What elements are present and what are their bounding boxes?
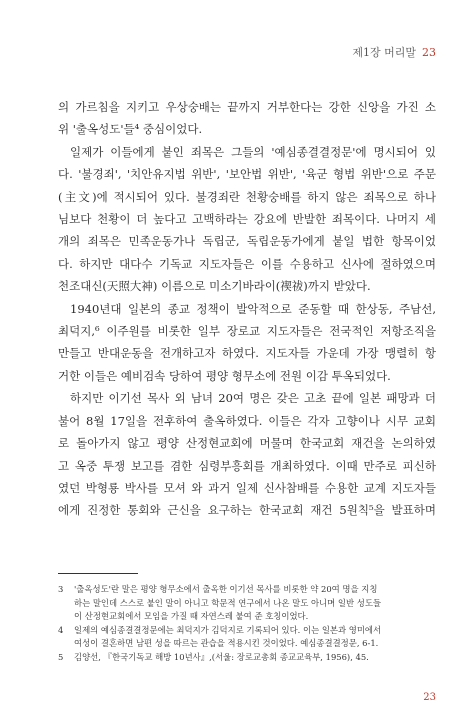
footnote-divider [58, 573, 138, 574]
text-line: 에게 진정한 통회와 근신을 요구하는 한국교회 재건 5원칙⁵을 발표하며 [58, 503, 436, 518]
text-line: 최덕지,⁶ 이주원를 비롯한 일부 장로교 지도자들은 전국적인 저항조직을 [58, 324, 436, 339]
footnote-number: 3 [58, 584, 64, 594]
footnote-line: 여성이 결혼하면 남편 성을 따르는 관습을 적용시킨 것이었다. 예심종결결정문, 6-1. [74, 638, 379, 649]
body-text [58, 96, 436, 522]
text-line: 하지만 이기선 목사 외 남녀 20여 명은 갖은 고초 끝에 일본 패망과 더 [70, 391, 436, 406]
text-line: 만들고 반대운동을 전개하고자 하였다. 지도자들 가운데 가장 맹렬히 항 [58, 346, 436, 361]
text-line: 개의 죄목은 민족운동가나 독립군, 독립운동가에게 붙일 법한 항목이었 [58, 234, 436, 249]
footnote [58, 624, 438, 651]
footnote [58, 651, 438, 665]
footnote-line: 김양선, 『한국기독교 해방 10년사』,(서울: 장로교총회 종교교육부, 1956), 45. [74, 651, 369, 662]
footnote-number: 5 [58, 651, 64, 662]
text-line: 님보다 천황이 더 높다고 고백하라는 강요에 반발한 죄목이다. 나머지 세 [58, 212, 436, 227]
text-line: 의 가르침을 지키고 우상숭배는 끝까지 거부한다는 강한 신앙을 가진 소 [58, 100, 436, 114]
text-line: 거한 이들은 예비검속 당하여 평양 형무소에 전원 이감 투옥되었다. [58, 368, 391, 383]
footnote-line: 일제의 예심종결결정문에는 최덕지가 김덕지로 기록되어 있다. 이는 일본과 영미에서 [74, 624, 382, 635]
chapter-title: 제1장 머리말 [352, 46, 416, 59]
text-line: (主文)에 적시되어 있다. 불경죄란 천황숭배를 하지 않은 죄목으로 하나 [58, 189, 436, 204]
text-line: 로 돌아가지 않고 평양 산정현교회에 머물며 한국교회 재건을 논의하였 [58, 436, 436, 451]
running-head [352, 44, 436, 60]
text-line: 천조대신(天照大神) 이름으로 미소기바라이(禊祓)까지 받았다. [58, 279, 371, 294]
text-line: 다. '불경죄', '치안유지법 위반', '보안법 위반', '육군 형법 위반'으로 주문 [58, 167, 436, 182]
text-line: 고 옥중 투쟁 보고를 겸한 심령부흥회를 개최하였다. 이때 만주로 피신하 [58, 458, 436, 473]
text-line: 일제가 이들에게 붙인 죄목은 그들의 '예심종결결정문'에 명시되어 있 [70, 144, 436, 159]
footnote-number: 4 [58, 624, 64, 635]
text-line: 위 '출옥성도'들⁴ 중심이었다. [58, 122, 203, 137]
footer-page-number: 23 [423, 692, 436, 703]
footnotes [58, 583, 438, 665]
text-line: 였던 박형룡 박사를 모셔 와 과거 일제 신사참배를 수용한 교계 지도자들 [58, 480, 436, 495]
footnote [58, 583, 438, 624]
footnote-line: 하는 말인데 스스로 붙인 말이 아니고 학문적 연구에서 나온 말도 아니며 일반 성도들 [74, 597, 382, 608]
footnote-line: '출옥성도'란 말은 평양 형무소에서 출옥한 이기선 목사를 비롯한 약 20여 명을 지칭 [74, 584, 378, 594]
header-page-number: 23 [422, 46, 436, 59]
text-line: 불어 8월 17일을 전후하여 출옥하였다. 이들은 각자 고향이나 시무 교회 [58, 413, 436, 428]
footnote-line: 이 산정현교회에서 모임을 가질 때 자연스레 붙여 준 호칭이었다. [74, 611, 309, 622]
text-line: 1940년대 일본의 종교 정책이 발악적으로 준동할 때 한상동, 주남선, [70, 301, 436, 316]
text-line: 다. 하지만 대다수 기독교 지도자들은 이를 수용하고 신사에 절하였으며 [58, 256, 436, 271]
